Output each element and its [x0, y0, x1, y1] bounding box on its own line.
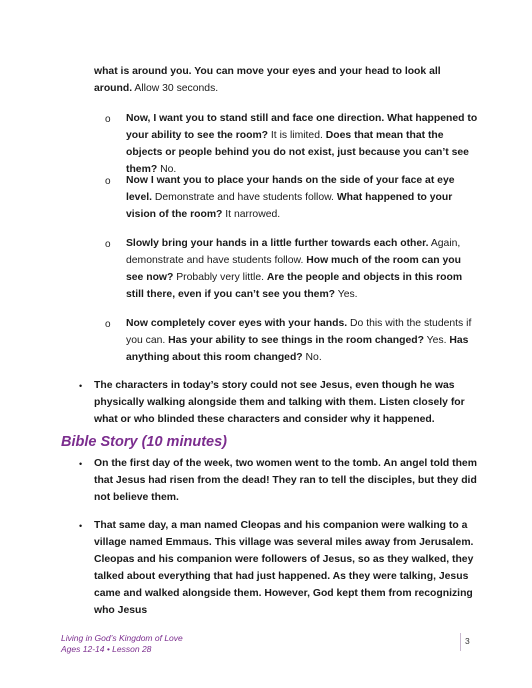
story-1-bold-text: On the first day of the week, two women went to the tomb. An angel told them that Jesus had risen from the dead! They ran to tell the disciples, but they did not believe them. — [94, 458, 477, 503]
footer-divider — [460, 633, 461, 651]
bullet-marker: • — [79, 459, 83, 469]
bullet-marker: • — [79, 381, 83, 391]
sub-item-4-part-1: Now completely cover eyes with your hands. — [126, 318, 348, 329]
bullet-marker: • — [79, 521, 83, 531]
sub-item-1-part-3: Does that mean that the objects or people behind you do not exist, just because you can’t see them? — [126, 130, 469, 175]
sub-item-3-part-2: Again, demonstrate and have students follow. — [126, 238, 461, 266]
page-number: 3 — [465, 636, 470, 646]
sub-item-4-part-6: No. — [302, 352, 322, 363]
sub-item-1-part-2: It is limited. — [268, 130, 326, 141]
sub-item-1-part-4: No. — [157, 164, 177, 175]
sub-item-3 — [126, 235, 480, 303]
story-paragraph-1 — [94, 455, 484, 506]
sub-bullet-marker: o — [105, 239, 111, 250]
sub-item-3-part-6: Yes. — [335, 289, 358, 300]
sub-item-3-part-1: Slowly bring your hands in a little further towards each other. — [126, 238, 429, 249]
intro-paragraph — [94, 63, 464, 97]
intro-plain-text: Allow 30 seconds. — [132, 83, 219, 94]
sub-item-1-part-1: Now, I want you to stand still and face one direction. What happened to your ability to see the room? — [126, 113, 478, 141]
characters-bold-text: The characters in today’s story could not see Jesus, even though he was physically walking alongside them and talking with them. Listen closely for what or who blinded these characters and consider why it happened. — [94, 380, 465, 425]
sub-item-4-part-2: Do this with the students if you can. — [126, 318, 472, 346]
sub-item-2-part-1: Now I want you to place your hands on the side of your face at eye level. — [126, 175, 455, 203]
sub-item-4-part-4: Yes. — [423, 335, 450, 346]
sub-item-1 — [126, 110, 480, 178]
sub-bullet-marker: o — [105, 176, 111, 187]
sub-bullet-marker: o — [105, 114, 111, 125]
story-2-bold-text: That same day, a man named Cleopas and his companion were walking to a village named Emmaus. This village was several miles away from Jerusalem. Cleopas and his companion were followers of Jesus, so as they walked, they talked about everything that had just happened. As they were talking, Jesus came and walked alongside them. However, God kept them from recognizing who Jesus — [94, 520, 474, 616]
bible-story-heading: Bible Story (10 minutes) — [61, 434, 227, 450]
sub-item-4-part-5: Has anything about this room changed? — [126, 335, 469, 363]
sub-item-2-part-2: Demonstrate and have students follow. — [152, 192, 337, 203]
intro-bold-text: what is around you. You can move your eyes and your head to look all around. — [94, 66, 441, 94]
footer-subtitle: Ages 12-14 • Lesson 28 — [61, 644, 152, 654]
sub-bullet-marker: o — [105, 319, 111, 330]
characters-paragraph — [94, 377, 474, 428]
footer-title: Living in God’s Kingdom of Love — [61, 633, 183, 643]
sub-item-3-part-3: How much of the room can you see now? — [126, 255, 461, 283]
sub-item-3-part-5: Are the people and objects in this room still there, even if you can’t see you them? — [126, 272, 463, 300]
sub-item-4 — [126, 315, 480, 366]
sub-item-2-part-3: What happened to your vision of the room? — [126, 192, 453, 220]
story-paragraph-2 — [94, 517, 486, 619]
sub-item-3-part-4: Probably very little. — [173, 272, 267, 283]
sub-item-2-part-4: It narrowed. — [222, 209, 281, 220]
sub-item-4-part-3: Has your ability to see things in the room changed? — [168, 335, 424, 346]
sub-item-2 — [126, 172, 480, 223]
